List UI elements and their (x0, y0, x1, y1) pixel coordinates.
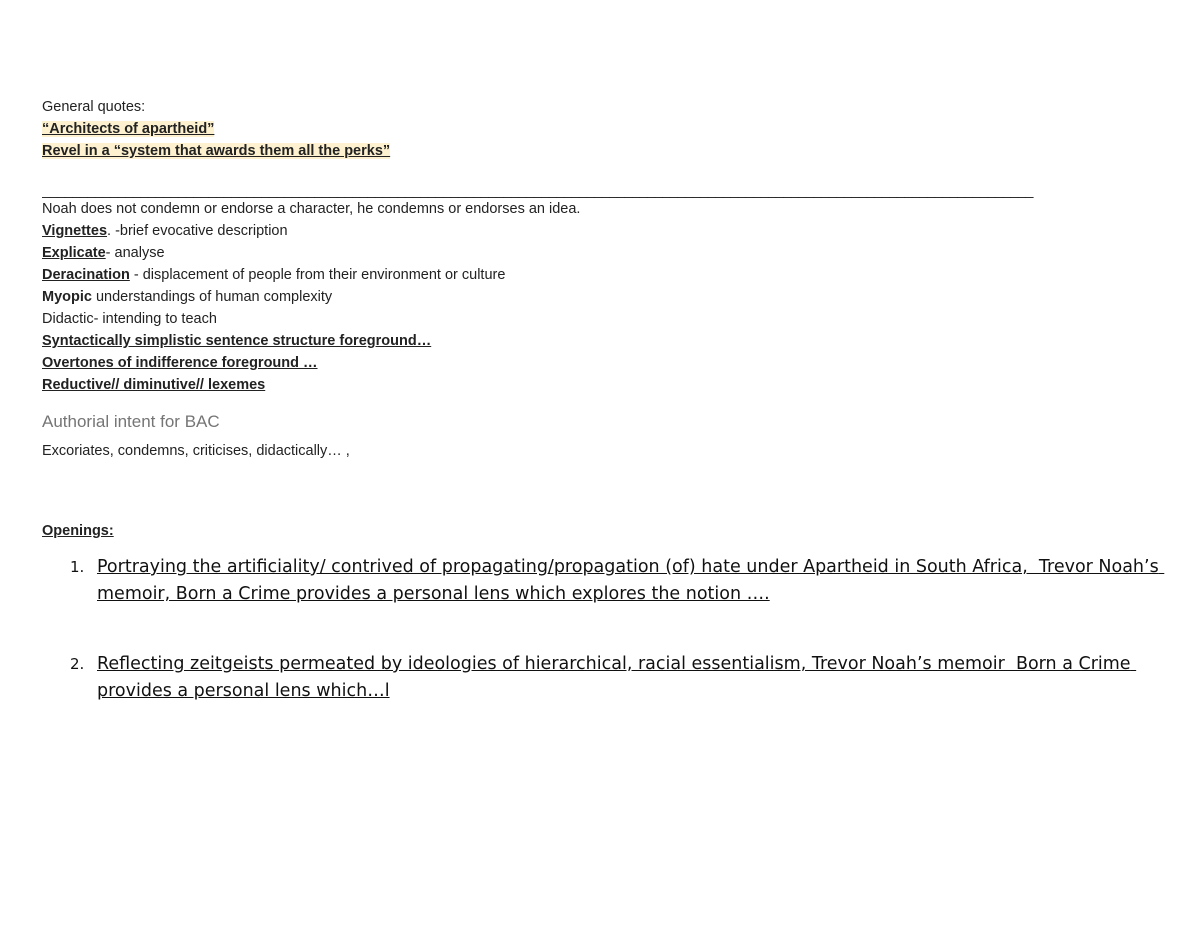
quote-architects (42, 118, 1162, 140)
note-syntactic-text: Syntactically simplistic sentence structure foreground… (42, 333, 432, 349)
def-deracination: - displacement of people from their environment or culture (129, 267, 506, 283)
note-reductive-text: Reductive// diminutive// lexemes (42, 377, 266, 393)
term-deracination: Deracination (42, 267, 130, 283)
def-explicate: - analyse (105, 245, 165, 261)
note-reductive (42, 374, 1162, 396)
note-explicate (42, 242, 1162, 264)
list-item (42, 554, 1165, 608)
openings-heading: Openings: (42, 523, 114, 539)
def-myopic: understandings of human complexity (91, 289, 333, 305)
list-item-number: 2. (70, 655, 85, 673)
note-vignettes (42, 220, 1162, 242)
list-item-text: Portraying the artificiality/ contrived of propagating/propagation (of) hate under Apartheid in South Africa, Trevor Noah’s memoir, Born a Crime provides a personal lens which explores the notion …. (97, 557, 1165, 604)
def-vignettes: . -brief evocative description (107, 223, 288, 239)
list-item-text: Reflecting zeitgeists permeated by ideologies of hierarchical, racial essentialism, Trevor Noah’s memoir Born a Crime provides a personal lens which…l (97, 654, 1137, 701)
term-explicate: Explicate (42, 245, 106, 261)
term-myopic: Myopic (42, 289, 92, 305)
list-item-number: 1. (70, 558, 85, 576)
authorial-intent-text: Excoriates, condemns, criticises, didactically… , (42, 443, 350, 459)
note-overtones (42, 352, 1162, 374)
note-myopic (42, 286, 1162, 308)
authorial-intent-heading: Authorial intent for BAC (42, 412, 220, 431)
term-vignettes: Vignettes (42, 223, 108, 239)
quote-architects-text: “Architects of apartheid” (42, 121, 215, 137)
note-intro: Noah does not condemn or endorse a character, he condemns or endorses an idea. (42, 201, 581, 217)
openings-list (42, 554, 1165, 705)
openings-heading-row (42, 520, 1162, 542)
note-didactic: Didactic- intending to teach (42, 311, 217, 327)
quote-revel-text: Revel in a “system that awards them all the perks” (42, 143, 391, 159)
general-quotes-heading: General quotes: (42, 99, 146, 115)
quote-revel (42, 140, 1162, 162)
document-page (42, 96, 1165, 705)
separator-line: ___________________________________________________________________________________________________________________________________ (42, 184, 1033, 198)
note-overtones-text: Overtones of indifference foreground … (42, 355, 318, 371)
note-deracination (42, 264, 1162, 286)
note-syntactic (42, 330, 1162, 352)
list-item (42, 651, 1162, 705)
